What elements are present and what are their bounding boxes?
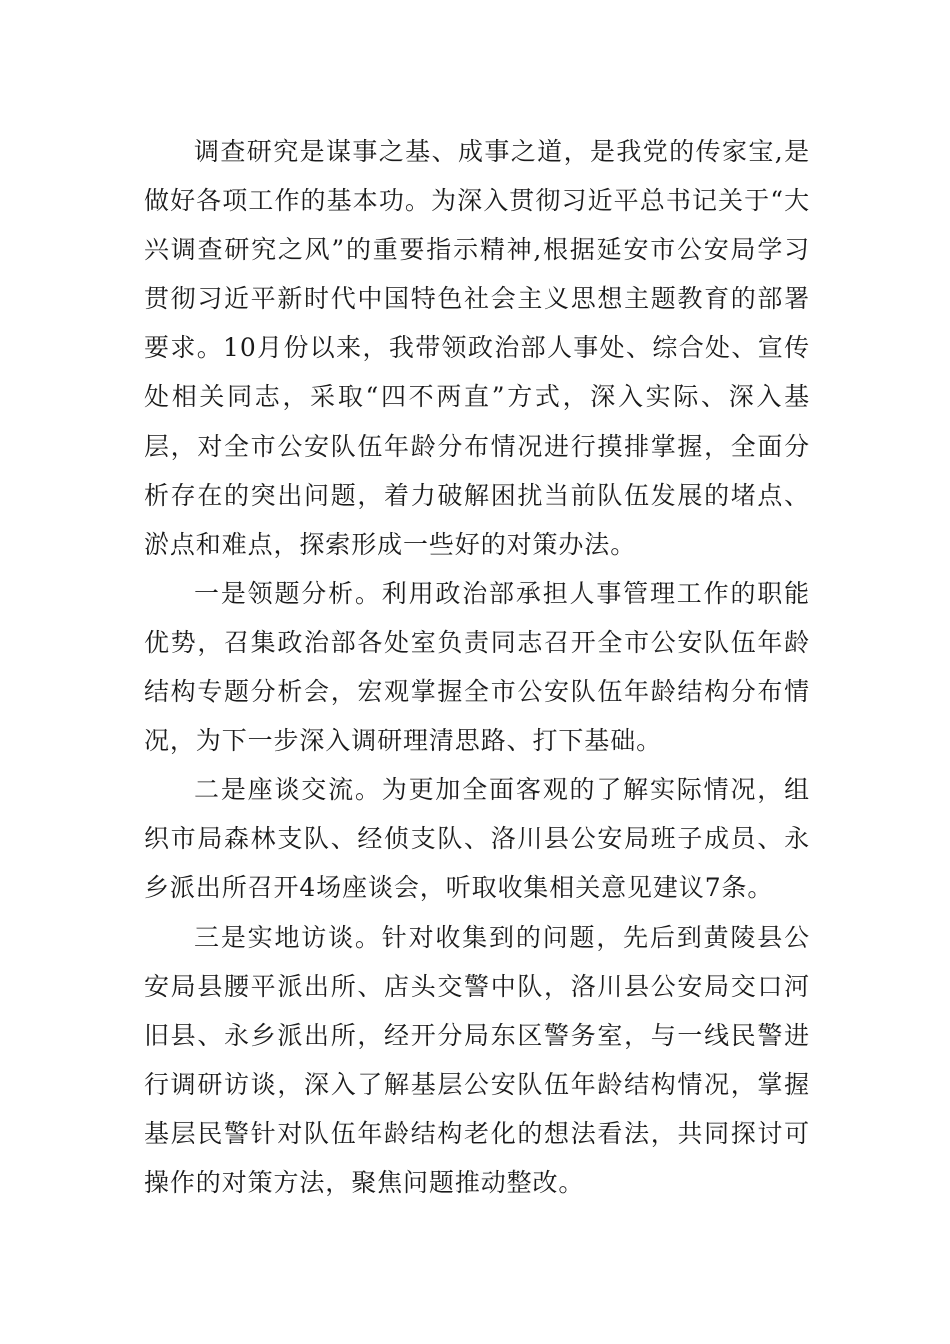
document-body (144, 127, 810, 1207)
paragraph-symposium: 二是座谈交流。为更加全面客观的了解实际情况，组织市局森林支队、经侦支队、洛川县公安局班子成员、永乡派出所召开4场座谈会，听取收集相关意见建议7条。 (144, 775, 810, 903)
paragraph-topic-analysis: 一是领题分析。利用政治部承担人事管理工作的职能优势，召集政治部各处室负责同志召开全市公安队伍年龄结构专题分析会，宏观掌握全市公安队伍年龄结构分布情况，为下一步深入调研理清思路、打下基础。 (144, 578, 810, 756)
paragraph-field-interview: 三是实地访谈。针对收集到的问题，先后到黄陵县公安局县腰平派出所、店头交警中队，洛川县公安局交口河旧县、永乡派出所，经开分局东区警务室，与一线民警进行调研访谈，深入了解基层公安队伍年龄结构情况，掌握基层民警针对队伍年龄结构老化的想法看法，共同探讨可操作的对策方法，聚焦问题推动整改。 (144, 922, 810, 1197)
paragraph-intro: 调查研究是谋事之基、成事之道，是我党的传家宝,是做好各项工作的基本功。为深入贯彻习近平总书记关于“大兴调查研究之风”的重要指示精神,根据延安市公安局学习贯彻习近平新时代中国特色社会主义思想主题教育的部署要求。10月份以来，我带领政治部人事处、综合处、宣传处相关同志，采取“四不两直”方式，深入实际、深入基层，对全市公安队伍年龄分布情况进行摸排掌握，全面分析存在的突出问题，着力破解困扰当前队伍发展的堵点、淤点和难点，探索形成一些好的对策办法。 (144, 137, 810, 559)
